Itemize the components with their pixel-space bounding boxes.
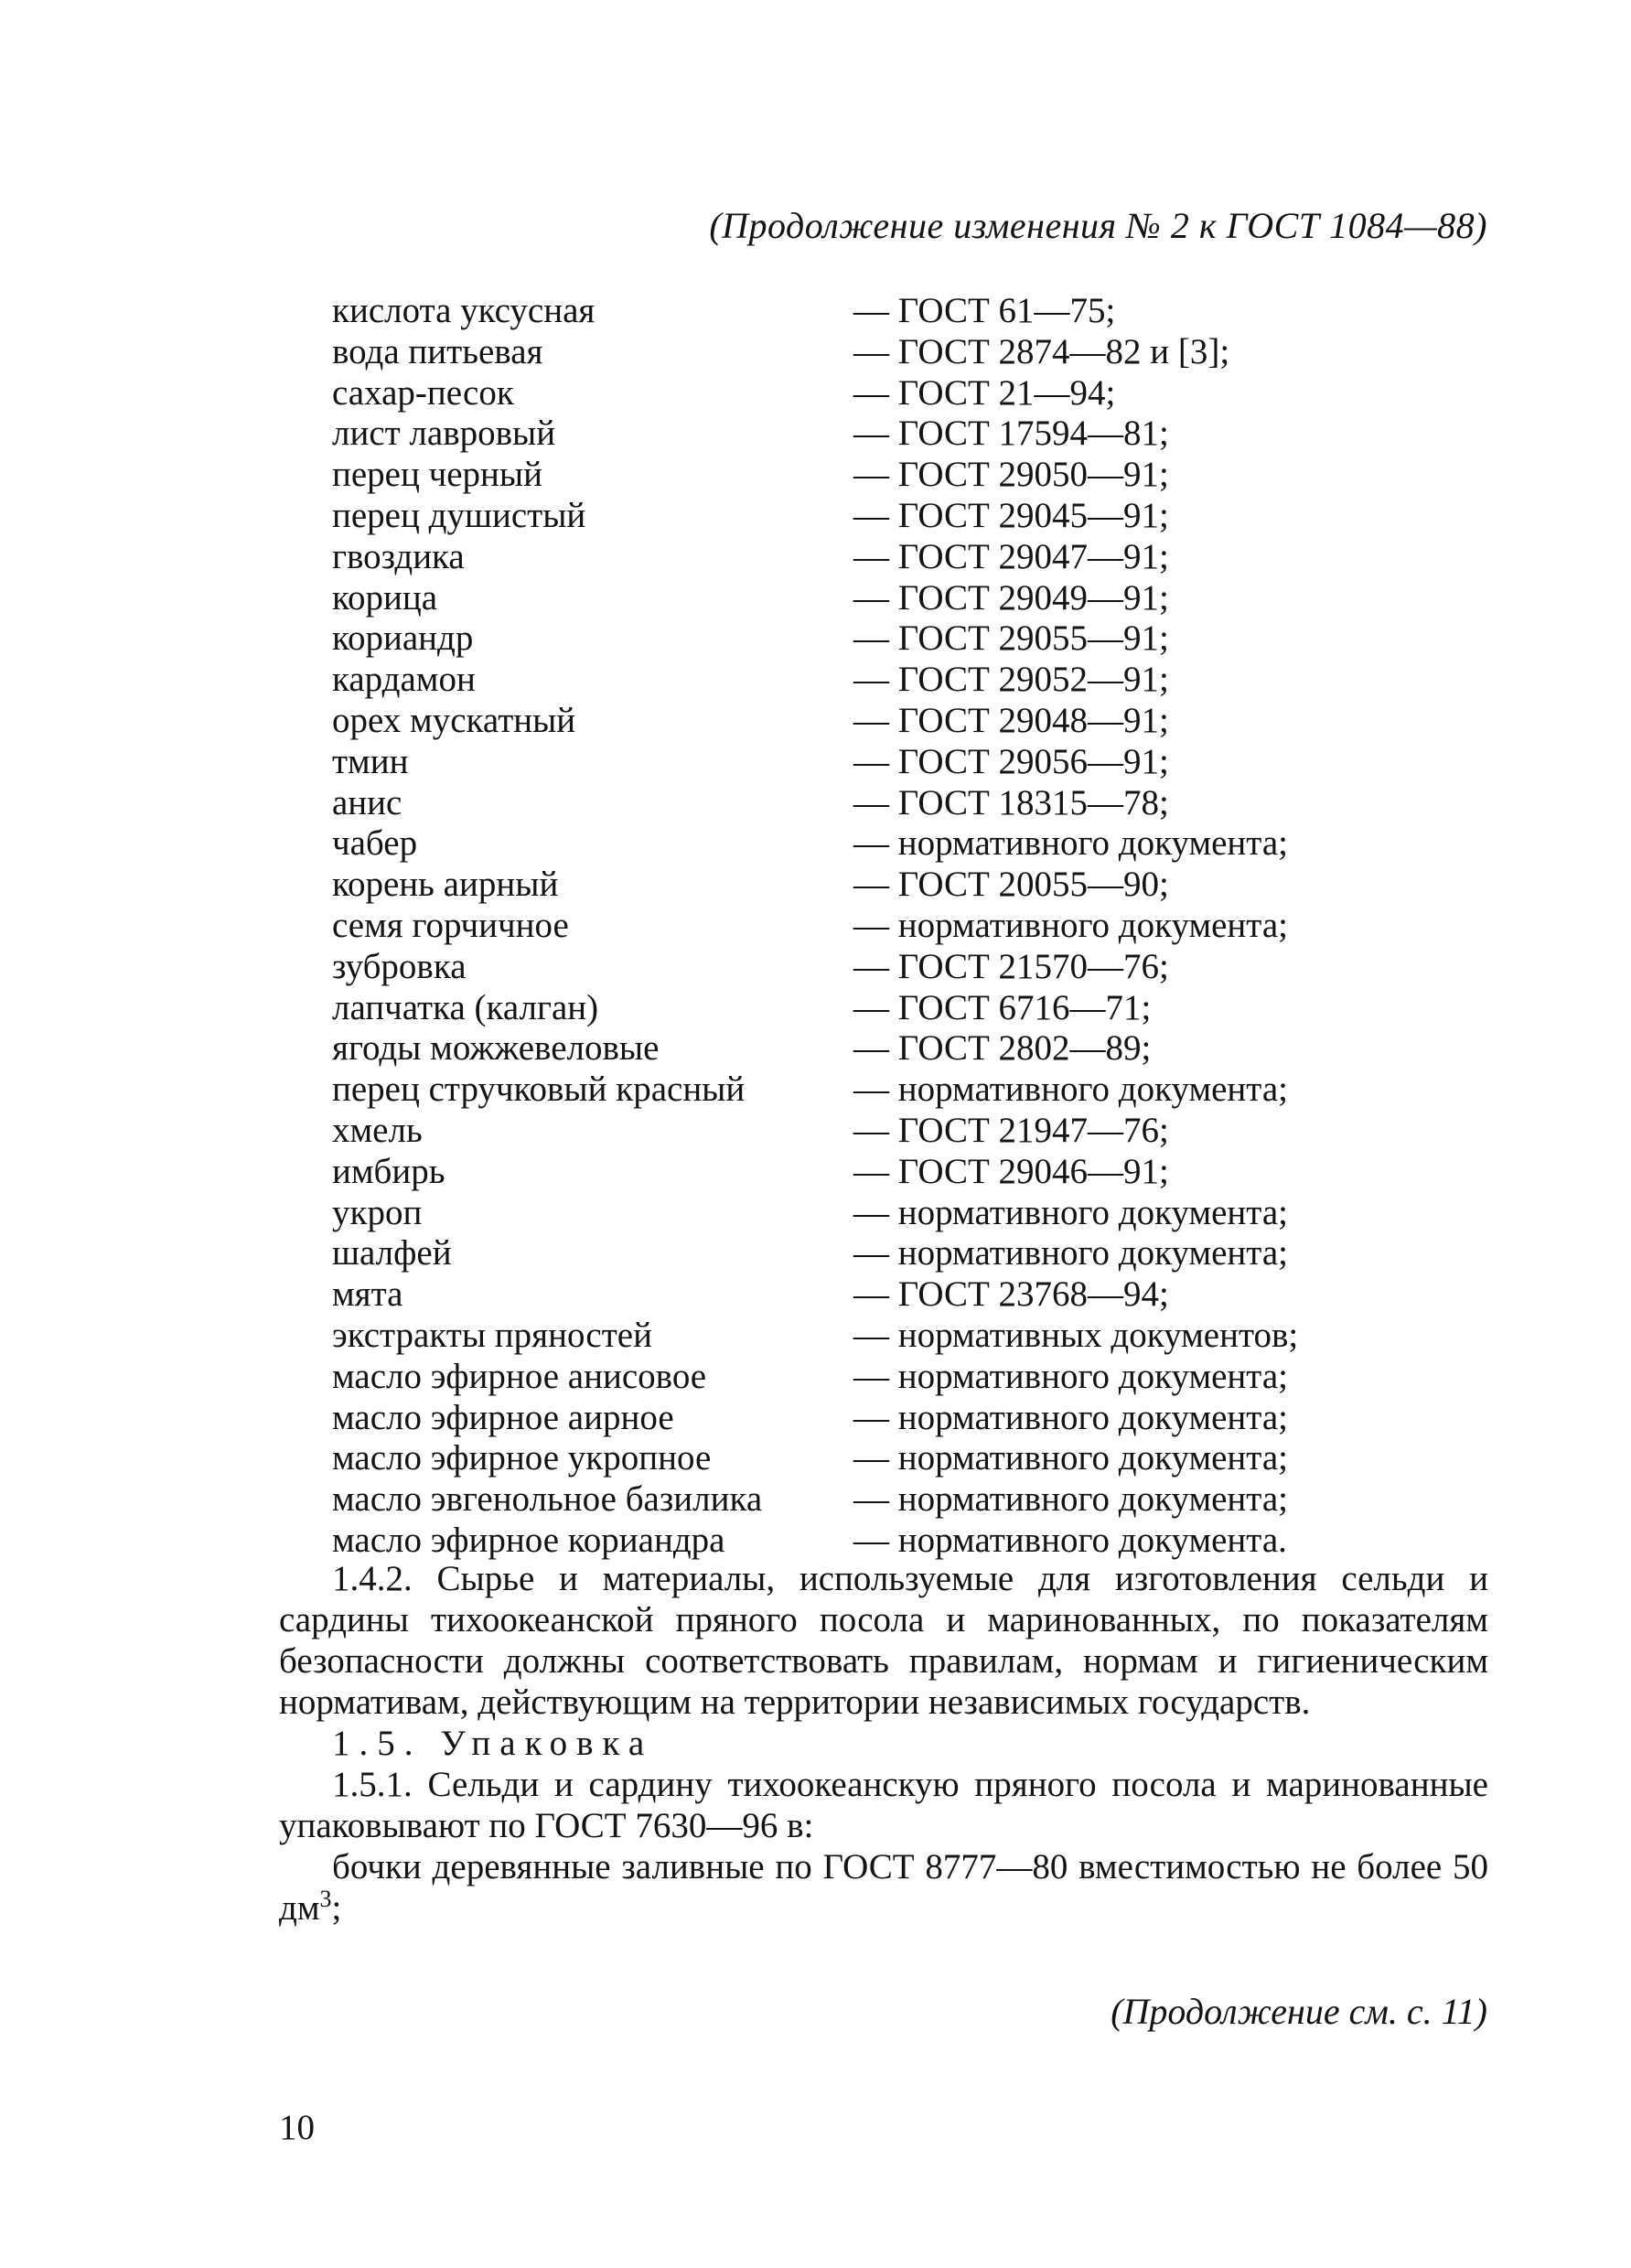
item-standard: — ГОСТ 29050—91; [853,455,1169,495]
item-name: перец стручковый красный [332,1070,746,1110]
list-item [332,1438,1521,1479]
item-name: кориандр [332,618,474,659]
item-name: зубровка [332,946,467,986]
item-name: орех мускатный [332,700,576,740]
list-item [332,618,1521,660]
item-name: лапчатка (калган) [332,987,599,1027]
list-item [332,1398,1521,1439]
item-name: масло эфирное аирное [332,1397,674,1437]
list-item [332,1152,1521,1193]
item-name: вода питьевая [332,331,543,371]
list-item [332,455,1521,496]
list-item [332,783,1521,824]
item-standard: — ГОСТ 61—75; [853,291,1116,330]
item-standard: — нормативного документа; [853,1397,1288,1437]
list-item [332,1028,1521,1070]
list-item [332,373,1521,414]
item-name: масло эфирное кориандра [332,1520,725,1560]
continuation-header: (Продолжение изменения № 2 к ГОСТ 1084—88) [709,205,1487,246]
item-standard: — нормативного документа; [853,1070,1288,1110]
item-standard: — ГОСТ 2802—89; [853,1028,1152,1069]
item-standard: — нормативного документа; [853,1479,1288,1520]
item-name: корица [332,577,438,618]
item-name: перец черный [332,455,542,495]
list-item [332,332,1521,373]
list-item [332,701,1521,742]
item-name: шалфей [332,1233,452,1274]
item-name: чабер [332,823,418,864]
list-item [332,947,1521,988]
section-heading-packaging: 1.5. Упаковка [332,1724,654,1763]
list-item [332,742,1521,783]
item-name: имбирь [332,1151,445,1191]
list-item [332,1233,1521,1274]
list-item [332,1193,1521,1234]
item-standard: — ГОСТ 29055—91; [853,618,1169,659]
list-item [332,865,1521,906]
paragraph-1-4-2: 1.4.2. Сырье и материалы, используемые для изготовления сельди и сардины тихоокеанской пряного посола и маринованных, по показателям безопасности должны соответствовать правилам, нормам и гигиеническим нормативам, действующим на территории независимых государств. [279,1559,1488,1722]
list-item [332,1070,1521,1111]
list-item [332,1357,1521,1398]
item-name: тмин [332,741,409,781]
paragraph-barrels [279,1846,1488,1929]
barrels-end: ; [331,1888,342,1928]
item-standard: — ГОСТ 21—94; [853,372,1116,413]
item-standard: — ГОСТ 29045—91; [853,495,1169,535]
item-standard: — нормативного документа; [853,1356,1288,1396]
materials-list [332,291,1521,1562]
item-standard: — нормативного документа; [853,823,1288,864]
item-name: мята [332,1274,403,1315]
continuation-footer: (Продолжение см. с. 11) [1111,1991,1487,2032]
item-name: масло эфирное укропное [332,1438,712,1478]
item-standard: — ГОСТ 29056—91; [853,741,1169,781]
item-standard: — ГОСТ 18315—78; [853,782,1169,822]
item-standard: — ГОСТ 20055—90; [853,865,1169,905]
superscript-3: 3 [319,1886,332,1912]
item-name: кислота уксусная [332,291,596,330]
item-standard: — ГОСТ 29047—91; [853,536,1169,576]
item-name: кардамон [332,660,476,700]
list-item [332,537,1521,578]
item-standard: — ГОСТ 17594—81; [853,414,1169,454]
page-number: 10 [279,2108,315,2147]
item-name: лист лавровый [332,414,556,454]
list-item [332,1274,1521,1316]
list-item [332,291,1521,332]
item-standard: — ГОСТ 23768—94; [853,1274,1169,1315]
item-standard: — нормативного документа. [853,1520,1287,1560]
item-name: семя горчичное [332,905,569,945]
item-standard: — ГОСТ 29049—91; [853,577,1169,618]
item-standard: — нормативного документа; [853,1438,1288,1478]
item-name: масло эфирное анисовое [332,1356,707,1396]
item-name: экстракты пряностей [332,1315,652,1355]
item-standard: — ГОСТ 2874—82 и [3]; [853,331,1230,371]
item-standard: — нормативного документа; [853,1233,1288,1274]
item-name: сахар-песок [332,372,514,413]
paragraph-1-5-1: 1.5.1. Сельди и сардину тихоокеанскую пряного посола и маринованные упаковывают по ГОСТ 7630—96 в: [279,1765,1488,1845]
item-name: анис [332,782,402,822]
list-item [332,578,1521,619]
item-standard: — ГОСТ 29052—91; [853,660,1169,700]
item-standard: — ГОСТ 6716—71; [853,987,1152,1027]
list-item [332,988,1521,1029]
document-body [279,1558,1488,1929]
list-item [332,1111,1521,1152]
barrels-text: бочки деревянные заливные по ГОСТ 8777—80 вместимостью не более 50 дм [279,1847,1488,1928]
list-item [332,1479,1521,1521]
item-standard: — нормативного документа; [853,1192,1288,1232]
list-item [332,496,1521,537]
list-item [332,906,1521,947]
item-name: масло эвгенольное базилика [332,1479,763,1520]
item-name: укроп [332,1192,423,1232]
item-standard: — ГОСТ 29048—91; [853,700,1169,740]
item-standard: — ГОСТ 29046—91; [853,1151,1169,1191]
list-item [332,414,1521,455]
item-standard: — ГОСТ 21570—76; [853,946,1169,986]
list-item [332,823,1521,865]
item-name: ягоды можжевеловые [332,1028,660,1069]
item-name: гвоздика [332,536,465,576]
list-item [332,1316,1521,1357]
item-name: перец душистый [332,495,586,535]
item-name: хмель [332,1110,423,1150]
list-item [332,660,1521,701]
item-standard: — нормативного документа; [853,905,1288,945]
item-standard: — ГОСТ 21947—76; [853,1110,1169,1150]
item-name: корень аирный [332,865,559,905]
item-standard: — нормативных документов; [853,1315,1299,1355]
list-item [332,1521,1521,1562]
